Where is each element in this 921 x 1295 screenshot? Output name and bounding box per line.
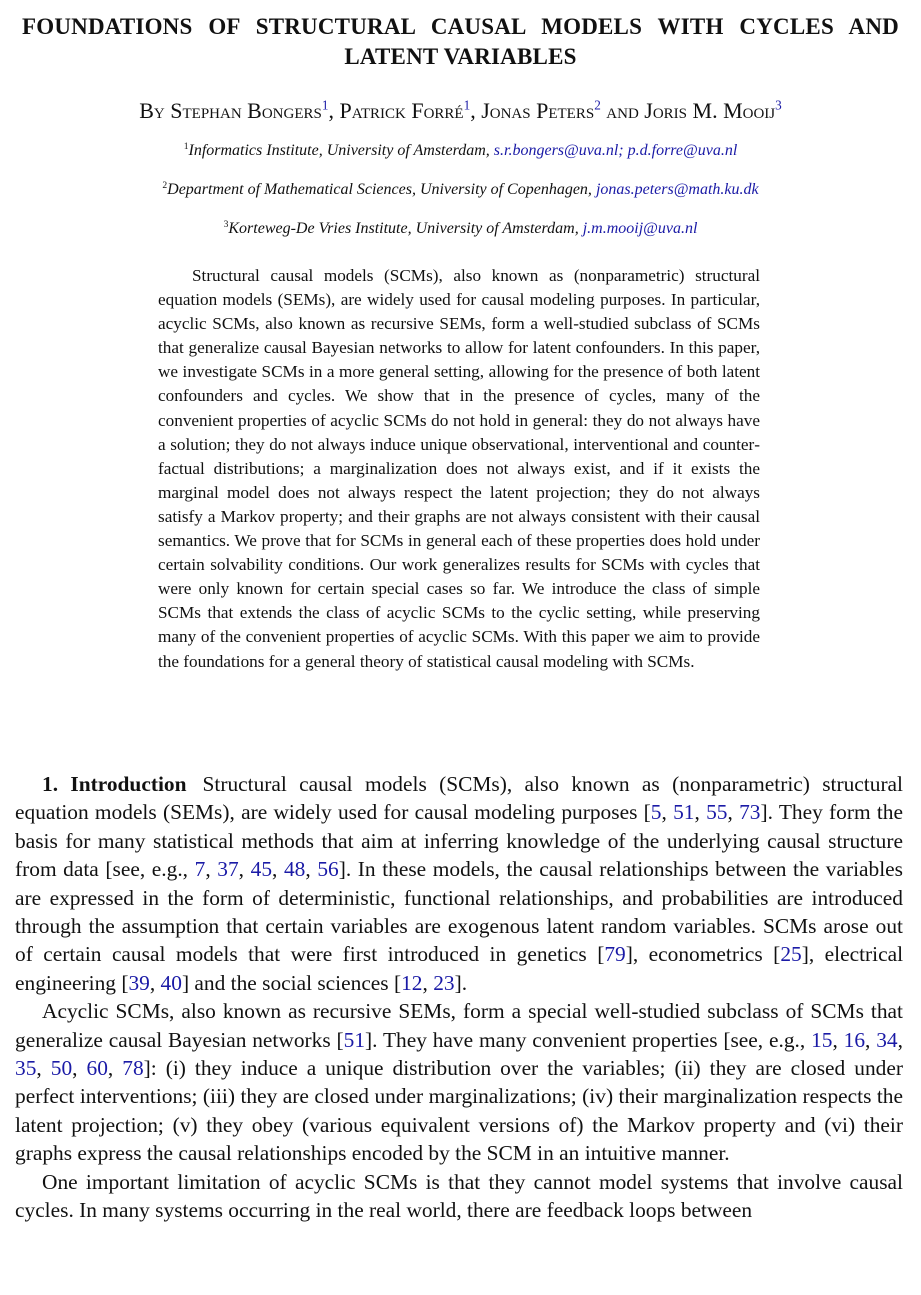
- citation-link[interactable]: 40: [160, 970, 182, 995]
- affiliation-marker[interactable]: 2: [594, 97, 601, 113]
- affiliation-marker[interactable]: 1: [321, 97, 329, 113]
- citation-link[interactable]: 45: [250, 857, 273, 882]
- author-separator: ,: [328, 98, 340, 123]
- citation-link[interactable]: 37: [217, 857, 239, 882]
- email-link[interactable]: j.m.mooij@uva.nl: [582, 220, 698, 237]
- author-name: Patrick Forré: [339, 98, 464, 123]
- title-line-1: FOUNDATIONS OF STRUCTURAL CAUSAL MODELS WITH CYCLES AND: [22, 14, 899, 39]
- citation-link[interactable]: 34: [876, 1027, 898, 1052]
- email-link[interactable]: s.r.bongers@uva.nl: [493, 142, 619, 159]
- citation-link[interactable]: 50: [50, 1056, 73, 1081]
- email-link[interactable]: p.d.forre@uva.nl: [627, 142, 738, 159]
- citation-link[interactable]: 25: [780, 942, 802, 967]
- affiliation-3: [0, 219, 921, 239]
- body-paragraph: Acyclic SCMs, also known as recursive SEMs, form a special well-studied subclass of SCMs that generalize causal Bayesian networks [51]. They have many convenient properties [see, e.g., 15, 16, 34, 35, 50, 60, 78]: (i) they induce a unique distribution over the variables; (ii) they are closed under perfect interventions; (iii) they are closed under marginalizations; (iv) their marginalization respects the latent projection; (v) they obey (various equivalent versions of) the Markov property and (vi) their graphs express the causal relationships encoded by the SCM in an intuitive manner.: [15, 999, 903, 1166]
- body-paragraph: 1. Introduction Structural causal models (SCMs), also known as (nonparametric) structural equation models (SEMs), are widely used for causal modeling purposes [5, 51, 55, 73]. They form the basis for many statistical methods that aim at inferring knowledge of the underlying causal structure from data [see, e.g., 7, 37, 45, 48, 56]. In these models, the causal relationships between the variables are expressed in the form of deterministic, functional relationships, and probabilities are introduced through the assumption that certain variables are exogenous latent random variables. SCMs arose out of certain causal models that were first introduced in genetics [79], econometrics [25], electrical engineering [39, 40] and the social sciences [12, 23].: [15, 772, 904, 995]
- citation-link[interactable]: 35: [15, 1056, 37, 1081]
- affiliation-2: [0, 180, 921, 200]
- email-separator: ;: [618, 142, 628, 159]
- author-name: Joris M. Mooij: [644, 98, 776, 123]
- citation-link[interactable]: 55: [706, 800, 728, 825]
- affil-text: Department of Mathematical Sciences, University of Copenhagen,: [167, 181, 596, 198]
- citation-link[interactable]: 51: [673, 800, 695, 825]
- citation-link[interactable]: 23: [433, 970, 455, 995]
- affiliation-marker[interactable]: 3: [775, 97, 782, 113]
- author-name: Stephan Bongers: [170, 98, 322, 123]
- introduction-section: [15, 770, 903, 1225]
- citation-link[interactable]: 15: [811, 1027, 833, 1052]
- citation-link[interactable]: 78: [122, 1056, 144, 1081]
- citation-link[interactable]: 7: [194, 857, 206, 882]
- citation-link[interactable]: 12: [401, 970, 423, 995]
- citation-link[interactable]: 60: [86, 1056, 108, 1081]
- affil-num: 3: [223, 218, 229, 230]
- affiliation-marker[interactable]: 1: [463, 97, 471, 113]
- citation-link[interactable]: 51: [343, 1027, 366, 1052]
- affil-num: 2: [162, 179, 168, 191]
- affiliation-1: [0, 141, 921, 161]
- citation-link[interactable]: 79: [604, 942, 626, 967]
- citation-link[interactable]: 39: [128, 970, 150, 995]
- author-list: [0, 97, 921, 125]
- abstract: [158, 264, 760, 674]
- affil-text: Korteweg-De Vries Institute, University of Amsterdam,: [228, 220, 583, 237]
- email-link[interactable]: jonas.peters@math.ku.dk: [595, 181, 759, 198]
- citation-link[interactable]: 73: [739, 800, 761, 825]
- by-label: By: [139, 98, 165, 123]
- citation-link[interactable]: 5: [650, 800, 662, 825]
- title-line-2: LATENT VARIABLES: [344, 44, 577, 69]
- citation-link[interactable]: 48: [283, 857, 306, 882]
- author-separator: and: [600, 98, 645, 123]
- affil-num: 1: [183, 140, 189, 152]
- paper-title: [0, 12, 921, 72]
- citation-link[interactable]: 56: [317, 857, 339, 882]
- citation-link[interactable]: 16: [843, 1027, 866, 1052]
- section-heading: 1. Introduction: [42, 772, 187, 796]
- author-separator: ,: [470, 98, 482, 123]
- body-paragraph: One important limitation of acyclic SCMs is that they cannot model systems that involve causal cycles. In many systems occurring in the real world, there are feedback loops between: [15, 1169, 903, 1223]
- author-name: Jonas Peters: [481, 98, 595, 123]
- abstract-text: Structural causal models (SCMs), also known as (nonparametric) structural equation models (SEMs), are widely used for causal modeling purposes. In particular, acyclic SCMs, also known as recursive SEMs, form a well-studied subclass of SCMs that generalize causal Bayesian networks to allow for latent confounders. In this paper, we investigate SCMs in a more general setting, allowing for the presence of both latent confounders and cycles. We show that in the presence of cycles, many of the convenient properties of acyclic SCMs do not hold in general: they do not always have a solution; they do not always induce unique observational, interventional and counterfactual distributions; a marginalization does not always exist, and if it exists the marginal model does not always respect the latent projection; they do not always satisfy a Markov property; and their graphs are not always consistent with their causal semantics. We prove that for SCMs in general each of these properties does hold under certain solvability conditions. Our work generalizes results for SCMs with cycles that were only known for certain special cases so far. We introduce the class of simple SCMs that extends the class of acyclic SCMs to the cyclic setting, while preserving many of the convenient properties of acyclic SCMs. With this paper we aim to provide the foundations for a general theory of statistical causal modeling with SCMs.: [158, 266, 760, 671]
- affil-text: Informatics Institute, University of Amsterdam,: [188, 142, 494, 159]
